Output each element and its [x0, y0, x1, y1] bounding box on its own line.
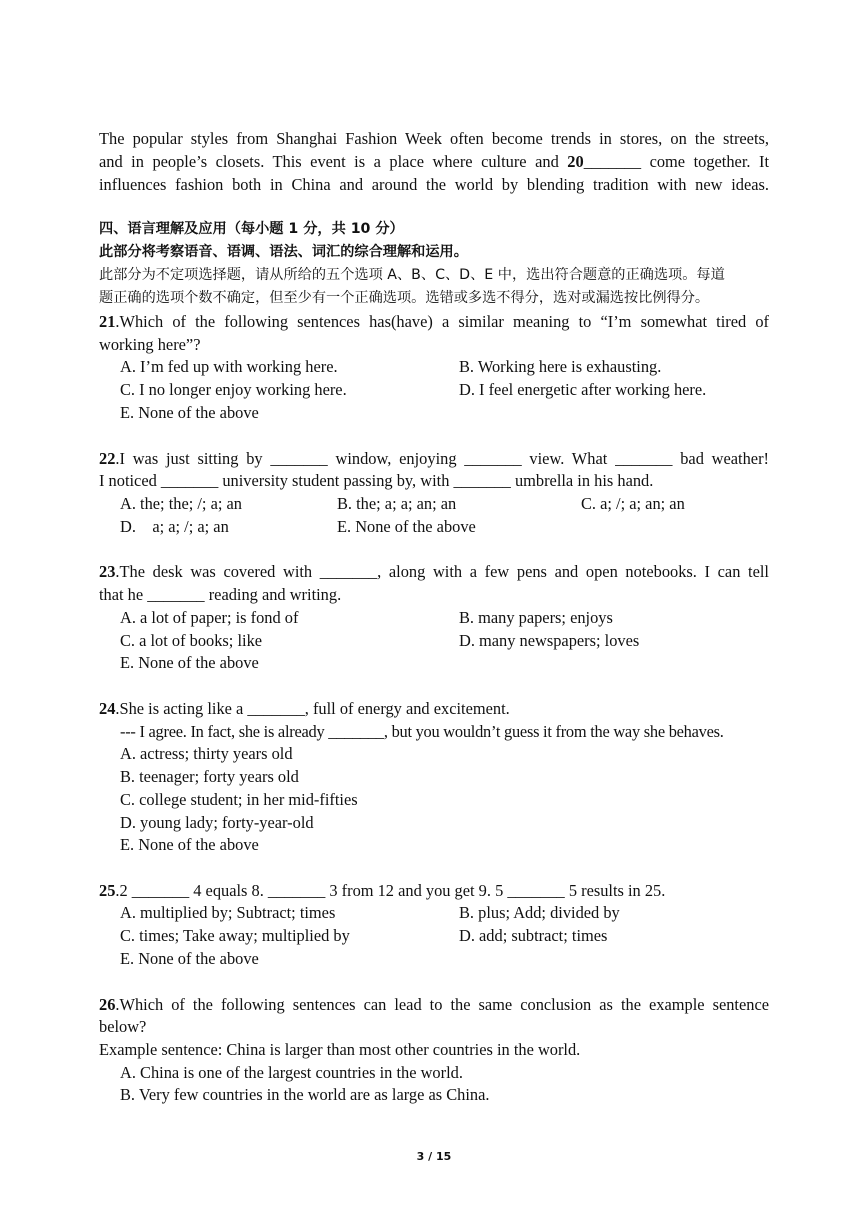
blank-20: _______ come together. It [583, 152, 770, 171]
section-subtitle: 此部分将考察语音、语调、语法、词汇的综合理解和运用。 [99, 244, 468, 260]
question-22 [99, 447, 769, 470]
page-number: 3 / 15 [416, 1150, 452, 1163]
passage-line-1: The popular styles from Shanghai Fashion Week often become trends in stores, on the streets, [99, 129, 769, 148]
option-23-c[interactable]: C. a lot of books; like [120, 631, 263, 650]
question-text: .Which of the following sentences can lead to the same conclusion as the example sentence [115, 995, 769, 1014]
option-21-d[interactable]: D. I feel energetic after working here. [459, 380, 707, 399]
passage-line-2-text: and in people’s closets. This event is a place where culture and [99, 152, 568, 171]
question-21 [99, 310, 769, 333]
option-23-b[interactable]: B. many papers; enjoys [459, 608, 613, 627]
passage-line-2 [99, 150, 769, 173]
question-number: 22 [99, 449, 116, 468]
option-25-c[interactable]: C. times; Take away; multiplied by [120, 926, 350, 945]
question-text: .2 _______ 4 equals 8. _______ 3 from 12 and you get 9. 5 _______ 5 results in 25. [115, 881, 666, 900]
option-24-d[interactable]: D. young lady; forty-year-old [120, 813, 314, 832]
option-25-d[interactable]: D. add; subtract; times [459, 926, 608, 945]
blank-number-20: 20 [567, 152, 584, 171]
question-22-line-2: I noticed _______ university student passing by, with _______ umbrella in his hand. [99, 471, 654, 490]
question-text: .The desk was covered with _______, along with a few pens and open notebooks. I can tell [115, 562, 769, 581]
question-26 [99, 993, 769, 1016]
option-22-c[interactable]: C. a; /; a; an; an [581, 494, 685, 513]
section-instructions-1: 此部分为不定项选择题，请从所给的五个选项 A、B、C、D、E 中，选出符合题意的正确选项。每道 [99, 267, 725, 283]
option-26-a[interactable]: A. China is one of the largest countries in the world. [120, 1063, 463, 1082]
option-21-b[interactable]: B. Working here is exhausting. [459, 357, 662, 376]
option-23-e[interactable]: E. None of the above [120, 653, 259, 672]
question-text: .I was just sitting by _______ window, enjoying _______ view. What _______ bad weather! [115, 449, 769, 468]
option-25-e[interactable]: E. None of the above [120, 949, 259, 968]
option-22-a[interactable]: A. the; the; /; a; an [120, 494, 242, 513]
question-21-line-2: working here”? [99, 335, 201, 354]
option-22-e[interactable]: E. None of the above [337, 517, 476, 536]
question-number: 21 [99, 312, 116, 331]
option-25-b[interactable]: B. plus; Add; divided by [459, 903, 620, 922]
question-text: .Which of the following sentences has(have) a similar meaning to “I’m somewhat tired of [115, 312, 769, 331]
passage-line-3: influences fashion both in China and around the world by blending tradition with new ideas. [99, 175, 769, 194]
option-23-a[interactable]: A. a lot of paper; is fond of [120, 608, 299, 627]
question-26-line-2: below? [99, 1017, 147, 1036]
question-number: 26 [99, 995, 116, 1014]
question-25 [99, 879, 665, 902]
option-25-a[interactable]: A. multiplied by; Subtract; times [120, 903, 336, 922]
question-24 [99, 697, 510, 720]
option-21-e[interactable]: E. None of the above [120, 403, 259, 422]
question-23 [99, 560, 769, 583]
question-text: .She is acting like a _______, full of energy and excitement. [115, 699, 510, 718]
option-24-c[interactable]: C. college student; in her mid-fifties [120, 790, 358, 809]
question-number: 24 [99, 699, 116, 718]
option-23-d[interactable]: D. many newspapers; loves [459, 631, 640, 650]
section-instructions-2: 题正确的选项个数不确定，但至少有一个正确选项。选错或多选不得分，选对或漏选按比例得分。 [99, 290, 710, 306]
option-24-b[interactable]: B. teenager; forty years old [120, 767, 299, 786]
question-23-line-2: that he _______ reading and writing. [99, 585, 342, 604]
question-number: 23 [99, 562, 116, 581]
option-22-b[interactable]: B. the; a; a; an; an [337, 494, 457, 513]
question-24-line-2: --- I agree. In fact, she is already _______, but you wouldn’t guess it from the way she behaves. [120, 722, 724, 741]
example-sentence: Example sentence: China is larger than most other countries in the world. [99, 1040, 581, 1059]
option-26-b[interactable]: B. Very few countries in the world are as large as China. [120, 1085, 490, 1104]
option-24-e[interactable]: E. None of the above [120, 835, 259, 854]
question-number: 25 [99, 881, 116, 900]
option-22-d[interactable]: D. a; a; /; a; an [120, 517, 229, 536]
option-24-a[interactable]: A. actress; thirty years old [120, 744, 293, 763]
option-21-c[interactable]: C. I no longer enjoy working here. [120, 380, 347, 399]
section-title: 四、语言理解及应用（每小题 1 分，共 10 分） [99, 221, 404, 237]
option-21-a[interactable]: A. I’m fed up with working here. [120, 357, 338, 376]
